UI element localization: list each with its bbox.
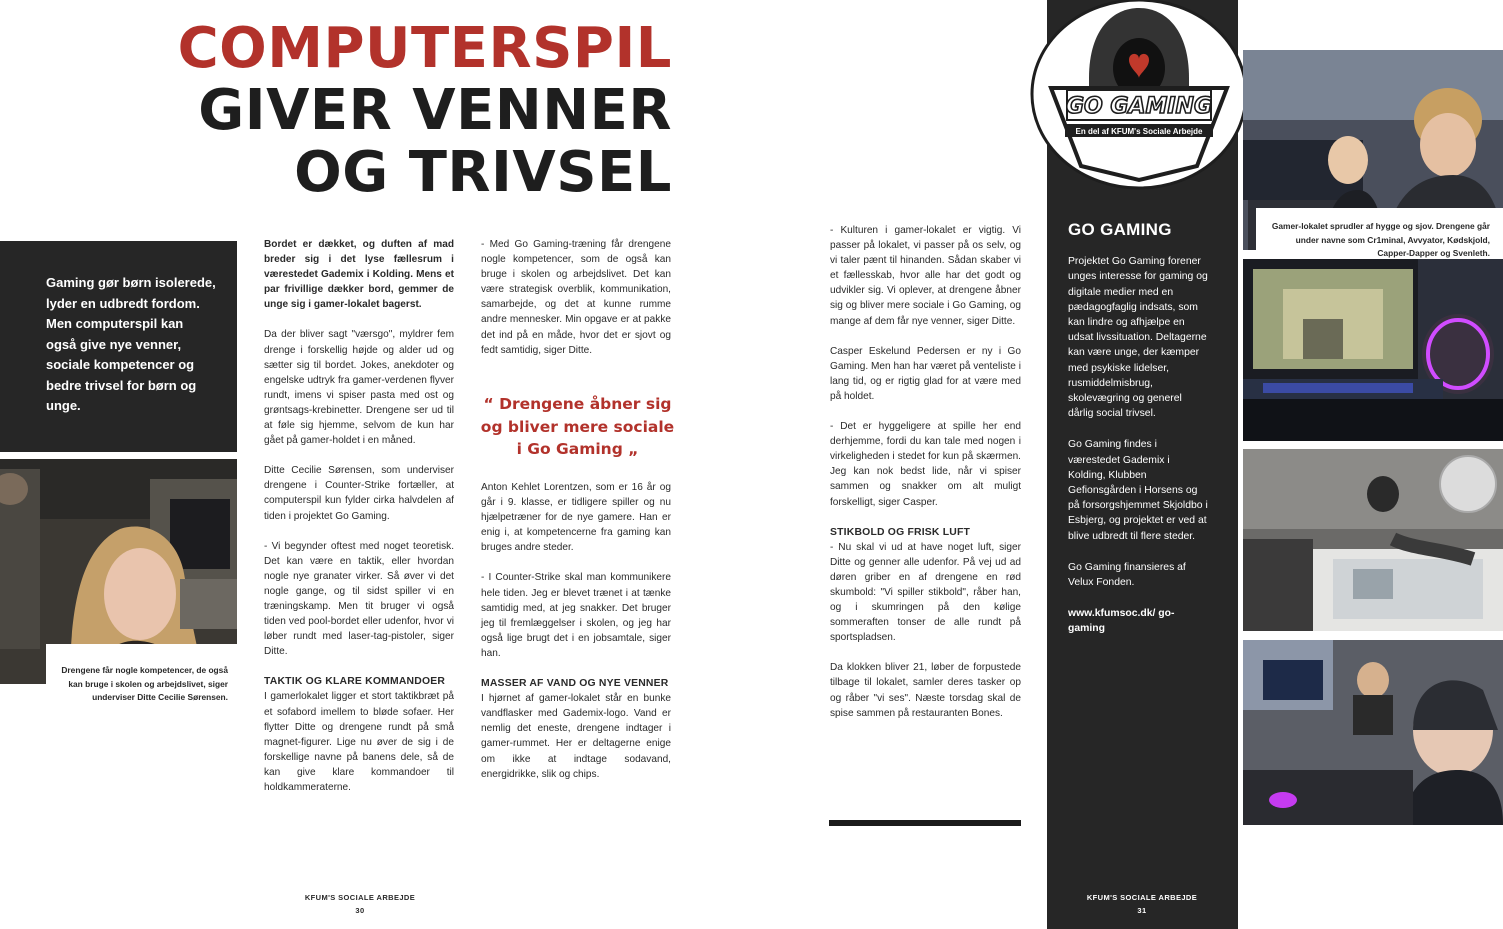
lead-text: Gaming gør børn isolerede, lyder en udbredt fordom. Men computerspil kan også give nye venner, sociale kompetencer og bedre trivsel for børn og unge.: [46, 275, 216, 413]
column-2-top: [481, 237, 671, 373]
body-paragraph: - I Counter-Strike skal man kommunikere hele tiden. Jeg er blevet trænet i at tænke samtidig med, at jeg snakker. Det bruger jeg til fremlæggelser i skolen, og jeg har også lige brugt det i en jobsamtale, siger han.: [481, 572, 671, 659]
body-paragraph: - Med Go Gaming-træning får drengene nogle kompetencer, som de også kan bruge i skolen og arbejdslivet. Det kan være strategisk overblik, kommunikation, samarbejde, og det at kunne rumme andre mennesker. Min opgave er at pakke det ind på en måde, hvor det er sjovt og fedt samtidig, siger Ditte.: [481, 239, 671, 356]
sidebar-title: GO GAMING: [1068, 220, 1172, 239]
headline-line-3: OG TRIVSEL: [294, 140, 672, 205]
sidebar-text: [1068, 222, 1208, 637]
footer-org: KFUM'S SOCIALE ARBEJDE: [1086, 893, 1198, 902]
intro-paragraph: Bordet er dækket, og duften af mad breder sig i det lyse fællesrum i værestedet Gademix i Kolding. Mens et par frivillige dækker bord, gemmer de unge sig i gamer-lokalet bagerst.: [264, 239, 454, 311]
column-1: [264, 237, 454, 795]
divider-bar: [829, 820, 1021, 826]
caption-right: Gamer-lokalet sprudler af hygge og sjov. Drengene går under navne som Cr1minal, Avvyator, Kødskjold, Capper-Dapper og Svenleth.: [1271, 221, 1490, 258]
body-paragraph: Anton Kehlet Lorentzen, som er 16 år og går i 9. klasse, er tidligere spiller og nu hjælpetræner for de nye gamere. Han er enig i, at kompetencerne fra gaming kan bruges andre steder.: [481, 482, 671, 554]
photo-counter-strike-screen: [1243, 259, 1503, 441]
footer-org: KFUM'S SOCIALE ARBEJDE: [304, 893, 416, 902]
photo-boys-gaming: [1243, 640, 1503, 825]
quote-open-mark: “: [483, 395, 494, 413]
body-paragraph: Casper Eskelund Pedersen er ny i Go Gaming. Men han har været på venteliste i lang tid, og er rigtig glad for at være med på holdet.: [830, 345, 1021, 402]
page-number: 30: [355, 906, 365, 915]
quote-close-mark: „: [628, 440, 639, 458]
pull-quote: [480, 393, 675, 461]
subheading-vand: MASSER AF VAND OG NYE VENNER: [481, 678, 669, 690]
quote-text: Drengene åbner sig og bliver mere sociale i Go Gaming: [480, 395, 675, 458]
body-paragraph: - Det er hyggeligere at spille her end derhjemme, fordi du kan tale med nogen i virkeligheden i stedet for kun på skærmen. Jeg kan nok bedst lide, når vi spiser sammen og snakker om alt muligt forskelligt, siger Casper.: [830, 421, 1021, 508]
body-paragraph: Da klokken bliver 21, løber de forpustede tilbage til lokalet, samler deres tasker op og råber "vi ses". Næste torsdag skal de spise sammen på restauranten Bones.: [830, 662, 1021, 719]
headline-line-1: COMPUTERSPIL: [177, 16, 672, 81]
column-3: [830, 223, 1021, 721]
sidebar-paragraph: Go Gaming findes i værestedet Gademix i Kolding, Klubben Gefionsgården i Horsens og på forsorgshjemmet Skjoldbo i Esbjerg, og projektet er ved at blive udbredt til flere steder.: [1068, 439, 1208, 542]
caption-left: Drengene får nogle kompetencer, de også kan bruge i skolen og arbejdslivet, siger underviser Ditte Cecilie Sørensen.: [61, 665, 228, 702]
body-paragraph: Da der bliver sagt "værsgo", myldrer fem drenge i forskellig højde og alder ud og sætter sig til bordet. Jokes, anekdoter og engelske udtryk fra gamer-verdenen flyver rundt, imens vi spiser pasta med ost og grøntsags-krebinetter. Drengene ser ud til at føle sig hjemme, selvom de kun har gået på gamer-holdet i en måned.: [264, 329, 454, 447]
go-gaming-logo: [1029, 0, 1249, 194]
subheading-stikbold: STIKBOLD OG FRISK LUFT: [830, 526, 971, 538]
footer-left: [300, 893, 420, 915]
body-paragraph: I gamerlokalet ligger et stort taktikbræt på et sofabord imellem to bløde sofaer. Her flytter Ditte og drengene rundt på små magnet-figurer. Lige nu øver de sig i de forskellige navne på banens dele, så de kan give klare kommandoer til holdkammeraterne.: [264, 691, 454, 793]
body-paragraph: - Kulturen i gamer-lokalet er vigtig. Vi passer på lokalet, vi passer på os selv, og vi taler pænt til hinanden. Sådan skaber vi et fællesskab, hvor alle har det godt og udvikler sig. Vi oplever, at drengene åbner sig og bliver mere sociale i Go Gaming, og mange af dem får nye venner, siger Ditte.: [830, 225, 1021, 327]
photo-tactic-board: [1243, 449, 1503, 631]
headline: [178, 18, 672, 204]
headline-line-2: GIVER VENNER: [198, 78, 672, 143]
logo-title: GO GAMING: [1065, 94, 1213, 119]
sidebar-paragraph: Go Gaming finansieres af Velux Fonden.: [1068, 561, 1186, 589]
footer-right: [1082, 893, 1202, 915]
column-2-bottom: [481, 480, 671, 782]
page-number: 31: [1137, 906, 1147, 915]
sidebar-link[interactable]: www.kfumsoc.dk/ go-gaming: [1068, 608, 1175, 635]
logo-subtitle: En del af KFUM's Sociale Arbejde: [1075, 127, 1203, 136]
body-paragraph: - Vi begynder oftest med noget teoretisk. Det kan være en taktik, eller hvordan nogle nye granater virker. Så øver vi det nogle gange, og til sidst spiller vi en træningskamp. Men tit bruger vi også tiden ved pool-bordet eller udenfor, hvor vi løber rundt med laser-tag-pistoler, siger Ditte.: [264, 540, 454, 658]
body-paragraph: Ditte Cecilie Sørensen, som underviser drengene i Counter-Strike fortæller, at computerspil kun fylder cirka halvdelen af tiden i projektet Go Gaming.: [264, 465, 454, 522]
sidebar-paragraph: Projektet Go Gaming forener unges interesse for gaming og digitale medier med en pædagogfaglig indsats, som kan lindre og afhjælpe en udsat livssituation. Deltagerne kan være unge, der kæmper med psykiske lidelser, rusmiddelmisbrug, skolevægring og generel dårlig social trivsel.: [1068, 256, 1208, 420]
body-paragraph: - Nu skal vi ud at have noget luft, siger Ditte og genner alle udenfor. På vej ud ad døren griber en af drengene en rød skumbold: "Vi spiller stikbold", råber han, og i skumringen på den kølige sommeraften tonser de alle rundt på sportspladsen.: [830, 541, 1021, 644]
subheading-taktik: TAKTIK OG KLARE KOMMANDOER: [264, 676, 446, 688]
body-paragraph: I hjørnet af gamer-lokalet står en bunke vandflasker med Gademix-logo. Vand er nemlig det eneste, drengene indtager i gamer-rummet. Her er deltagerne enige om ikke at indtage sodavand, energidrikke, slik og chips.: [481, 693, 671, 780]
